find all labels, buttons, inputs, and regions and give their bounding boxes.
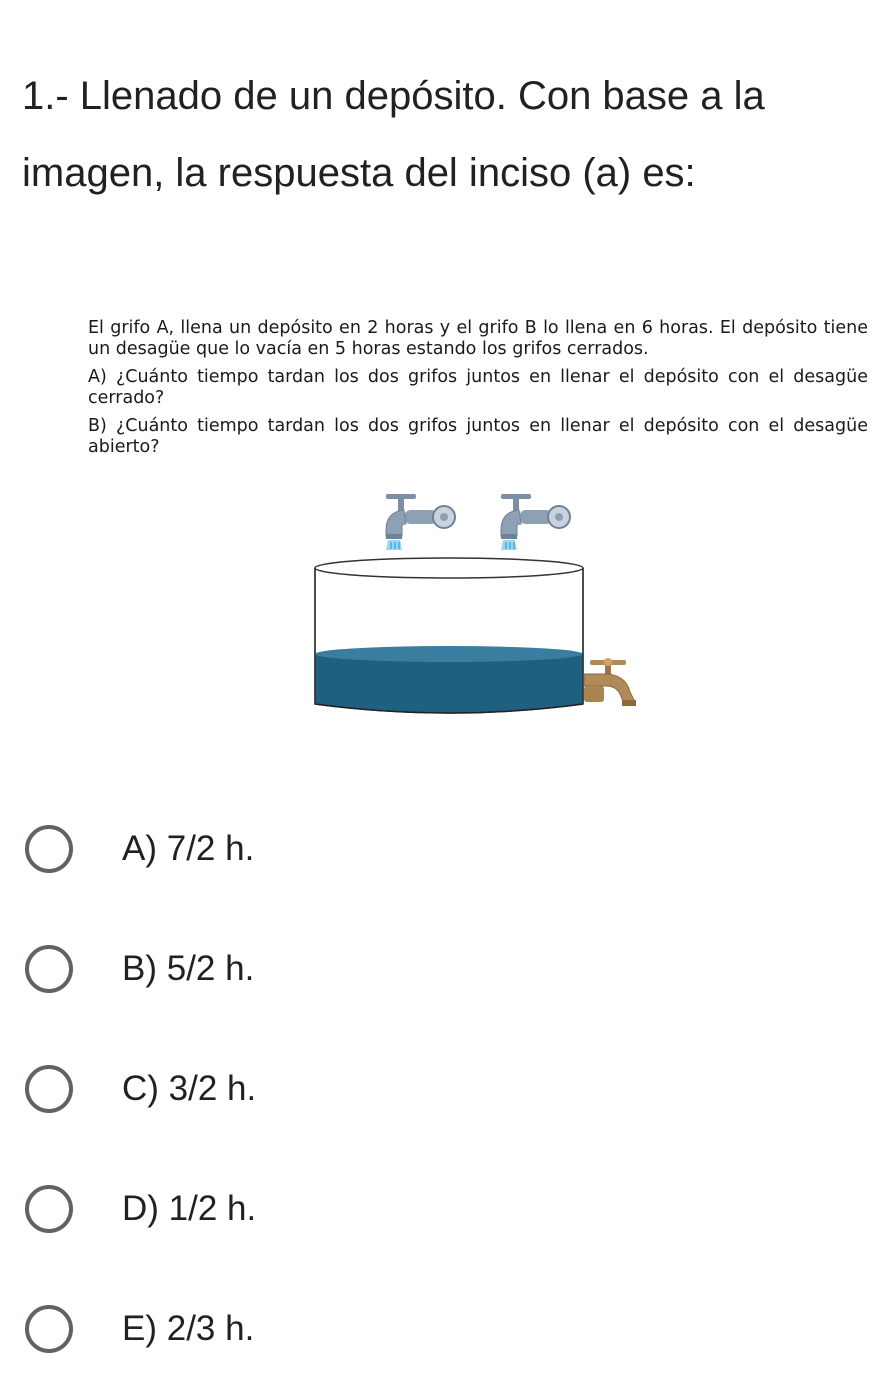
option-d[interactable] — [25, 1156, 885, 1276]
option-e-label: E) 2/3 h. — [122, 1309, 255, 1348]
option-c-label: C) 3/2 h. — [122, 1069, 257, 1108]
question-title: 1.- Llenado de un depósito. Con base a la imagen, la respuesta del inciso (a) es: — [22, 74, 765, 195]
option-e[interactable] — [25, 1276, 885, 1396]
radio-button-b[interactable] — [25, 945, 73, 993]
problem-part-b: B) ¿Cuánto tiempo tardan los dos grifos juntos en llenar el depósito con el desagüe abierto? — [88, 416, 868, 457]
water-stream-b — [501, 540, 517, 550]
option-b-label: B) 5/2 h. — [122, 949, 255, 988]
faucet-b-icon — [501, 494, 570, 539]
tank-illustration — [288, 486, 668, 718]
radio-button-c[interactable] — [25, 1065, 73, 1113]
drain-valve-icon — [584, 658, 636, 706]
tank — [315, 558, 583, 713]
option-b[interactable] — [25, 916, 885, 1036]
option-a[interactable] — [25, 796, 885, 916]
radio-button-e[interactable] — [25, 1305, 73, 1353]
option-a-label: A) 7/2 h. — [122, 829, 255, 868]
option-d-label: D) 1/2 h. — [122, 1189, 257, 1228]
problem-statement: El grifo A, llena un depósito en 2 horas y el grifo B lo llena en 6 horas. El depósito tiene un desagüe que lo vacía en 5 horas estando los grifos cerrados. — [88, 318, 868, 359]
problem-part-a: A) ¿Cuánto tiempo tardan los dos grifos juntos en llenar el depósito con el desagüe cerrado? — [88, 367, 868, 408]
water-stream-a — [386, 540, 402, 550]
radio-button-d[interactable] — [25, 1185, 73, 1233]
option-c[interactable] — [25, 1036, 885, 1156]
radio-button-a[interactable] — [25, 825, 73, 873]
answer-options — [25, 796, 885, 1396]
problem-image — [88, 318, 868, 728]
faucet-a-icon — [386, 494, 455, 539]
